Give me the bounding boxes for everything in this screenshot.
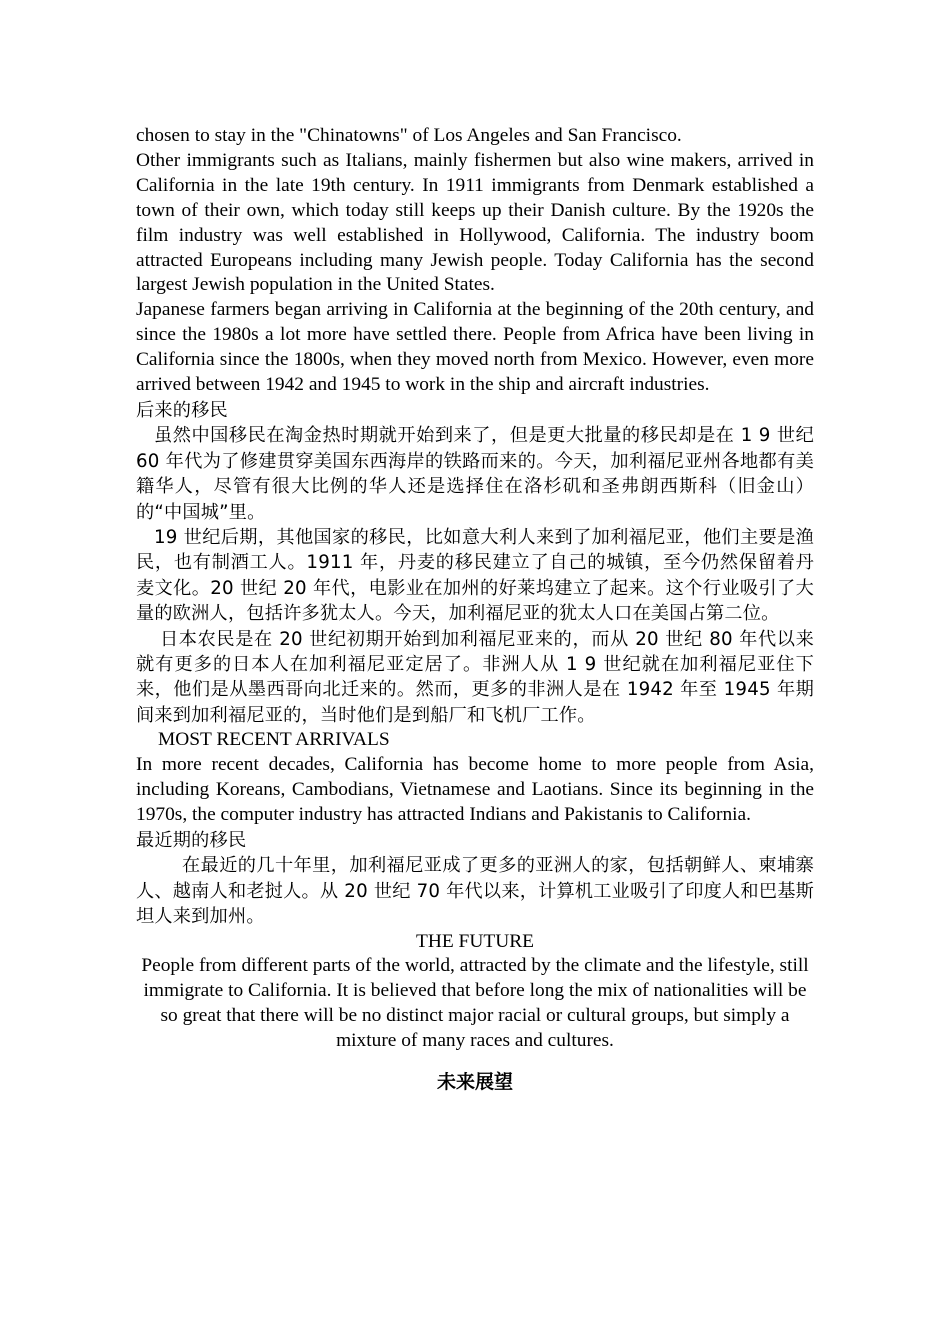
heading-future-outlook-cn: 未来展望 bbox=[436, 1071, 513, 1094]
paragraph-chinatowns: chosen to stay in the "Chinatowns" of Los Angeles and San Francisco. bbox=[136, 125, 682, 146]
paragraph-japanese-farmers-cn: 日本农民是在 20 世纪初期开始到加利福尼亚来的，而从 20 世纪 80 年代以来就有更多的日本人在加利福尼亚定居了。非洲人从 1 9 世纪就在加利福尼亚住下来，他们是从墨西哥向北迁来的。然而，更多的非洲人是在 1942 年至 1945 年期间来到加利福尼亚的，当时他们是到船厂和飞机厂工作。 bbox=[136, 628, 814, 726]
heading-most-recent-arrivals: MOST RECENT ARRIVALS bbox=[158, 729, 390, 751]
document-page bbox=[136, 124, 814, 1096]
paragraph-chinese-immigrants-cn: 虽然中国移民在淘金热时期就开始到来了，但是更大批量的移民却是在 1 9 世纪 60 年代为了修建贯穿美国东西海岸的铁路而来的。今天，加利福尼亚州各地都有美籍华人，尽管有很大比例的华人还是选择住在洛杉矶和圣弗朗西斯科（旧金山）的“中国城”里。 bbox=[136, 425, 814, 523]
paragraph-other-immigrants: Other immigrants such as Italians, mainly fishermen but also wine makers, arrived in California in the late 19th century. In 1911 immigrants from Denmark established a town of their own, which today still keeps up their Danish culture. By the 1920s the film industry was well established in Hollywood, California. The industry boom attracted Europeans including many Jewish people. Today California has the second largest Jewish population in the United States. bbox=[136, 149, 814, 296]
paragraph-recent-decades-cn: 在最近的几十年里，加利福尼亚成了更多的亚洲人的家，包括朝鲜人、柬埔寨人、越南人和老挝人。从 20 世纪 70 年代以来，计算机工业吸引了印度人和巴基斯坦人来到加州。 bbox=[136, 855, 814, 928]
paragraph-other-immigrants-cn: 19 世纪后期，其他国家的移民，比如意大利人来到了加利福尼亚，他们主要是渔民，也有制酒工人。1911 年，丹麦的移民建立了自己的城镇，至今仍然保留着丹麦文化。20 世纪 20 年代，电影业在加州的好莱坞建立了起来。这个行业吸引了大量的欧洲人，包括许多犹太人。今天，加利福尼亚的犹太人口在美国占第二位。 bbox=[136, 527, 814, 625]
paragraph-recent-decades: In more recent decades, California has become home to more people from Asia, including Koreans, Cambodians, Vietnamese and Laotians. Since its beginning in the 1970s, the computer industry has attracted Indians and Pakistanis to California. bbox=[136, 754, 814, 825]
heading-recent-immigrants-cn: 最近期的移民 bbox=[136, 829, 247, 851]
paragraph-japanese-farmers: Japanese farmers began arriving in California at the beginning of the 20th century, and since the 1980s a lot more have settled there. People from Africa have been living in California since the 1800s, when they moved north from Mexico. However, even more arrived between 1942 and 1945 to work in the ship and aircraft industries. bbox=[136, 299, 814, 396]
heading-later-immigrants-cn: 后来的移民 bbox=[136, 399, 228, 421]
paragraph-the-future: People from different parts of the world, attracted by the climate and the lifestyle, still immigrate to California. It is believed that before long the mix of nationalities will be so great that there will be no distinct major racial or cultural groups, but simply a mixture of many races and cultures. bbox=[141, 955, 809, 1052]
heading-the-future: THE FUTURE bbox=[416, 930, 534, 952]
